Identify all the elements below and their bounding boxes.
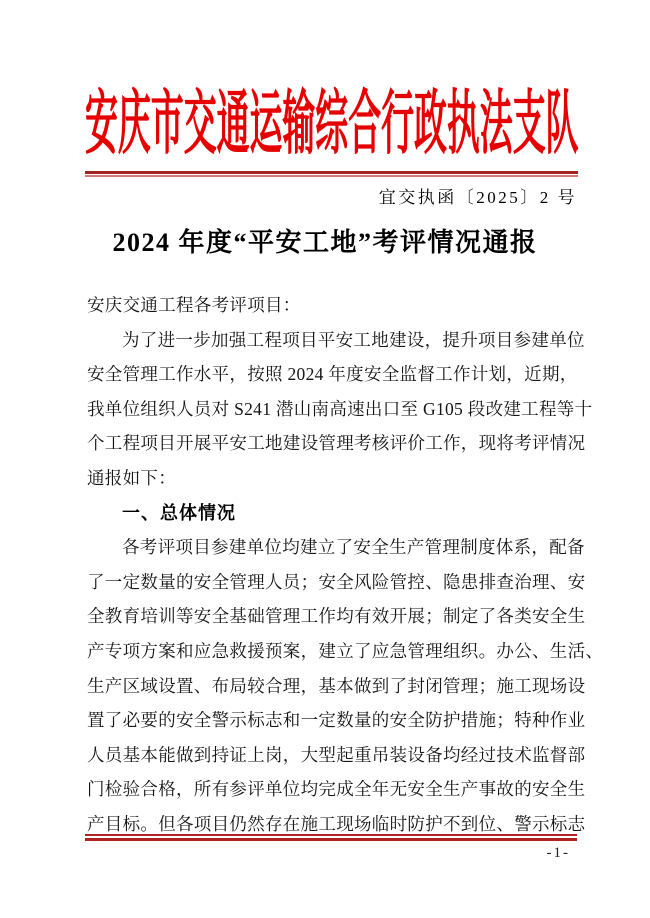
body-line: 全教育培训等安全基础管理工作均有效开展；制定了各类安全生	[87, 606, 586, 627]
body-line: 人员基本能做到持证上岗，大型起重吊装设备均经过技术监督部	[87, 744, 586, 765]
document-title: 2024 年度“平安工地”考评情况通报	[112, 228, 538, 257]
page-number: -1-	[546, 845, 570, 861]
document-body	[87, 288, 604, 842]
document-reference-number: 宜交执函〔2025〕2 号	[378, 188, 577, 207]
body-line: 我单位组织人员对 S241 潜山南高速出口至 G105 段改建工程等十	[87, 398, 593, 419]
footer-divider-thick-line	[85, 838, 577, 841]
header-divider	[85, 171, 578, 177]
footer-divider	[85, 834, 577, 841]
body-line: 生产区域设置、布局较合理，基本做到了封闭管理；施工现场设	[87, 675, 586, 696]
body-line: 产专项方案和应急救援预案，建立了应急管理组织。办公、生活、	[87, 640, 604, 661]
body-line: 安全管理工作水平，按照 2024 年度安全监督工作计划，近期，	[87, 364, 578, 385]
header-divider-thin-line	[85, 175, 578, 177]
body-line: 置了必要的安全警示标志和一定数量的安全防护措施；特种作业	[87, 710, 586, 731]
body-line: 了一定数量的安全管理人员；安全风险管控、隐患排查治理、安	[87, 571, 586, 592]
footer-divider-thin-line	[85, 834, 577, 836]
agency-letterhead: 安庆市交通运输综合行政执法支队	[85, 86, 579, 163]
body-line: 产目标。但各项目仍然存在施工现场临时防护不到位、警示标志	[87, 813, 586, 834]
body-line: 各考评项目参建单位均建立了安全生产管理制度体系，配备	[122, 537, 585, 558]
header-divider-thick-line	[85, 171, 578, 174]
body-line: 为了进一步加强工程项目平安工地建设，提升项目参建单位	[122, 329, 585, 350]
body-line: 安庆交通工程各考评项目：	[87, 295, 301, 315]
body-line: 门检验合格，所有参评单位均完成全年无安全生产事故的安全生	[87, 779, 586, 800]
body-line: 个工程项目开展平安工地建设管理考核评价工作，现将考评情况	[87, 433, 586, 454]
section-heading: 一、总体情况	[122, 502, 236, 523]
body-line: 通报如下：	[87, 467, 176, 488]
